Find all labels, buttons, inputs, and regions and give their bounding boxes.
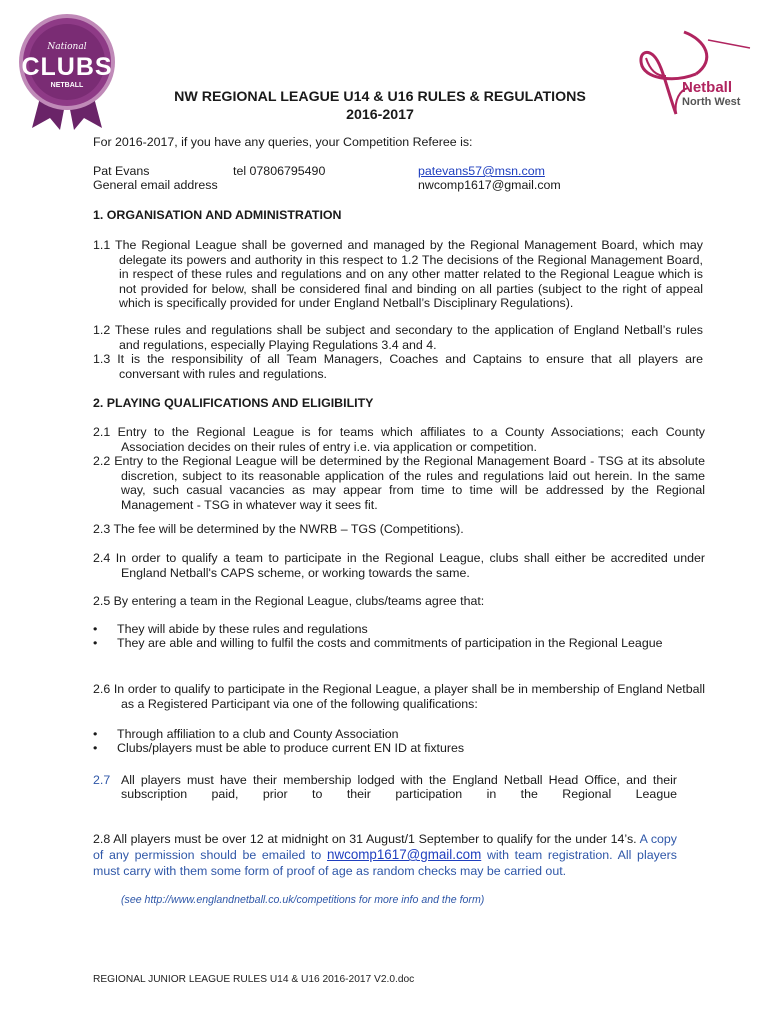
bullet-1 [93,622,677,637]
bullet-dot: • [93,741,98,755]
page-footer: REGIONAL JUNIOR LEAGUE RULES U14 & U16 2016-2017 V2.0.doc [93,974,415,985]
contact-name: Pat Evans [93,164,150,178]
para-1-1: 1.1 The Regional League shall be governed and managed by the Regional Management Board, which may delegate its powers and authority in this respect to 1.2 The decisions of the Regional Management Board, in respect of these rules and regulations and on any other matter related to the Regional League which is not provided for below, shall be considered final and binding on all parties (subject to the right of appeal which is specifically provided for under England Netball’s Disciplinary Regulations). [93,238,703,311]
general-email-label: General email address [93,178,218,192]
para-2-2: 2.2 Entry to the Regional League will be determined by the Regional Management Board - TSG at its absolute discretion, subject to its reasonable application of the rules and regulations laid out herein. In the same way, such casual vacancies as may appear from time to time will be addressed by the Regional Management - TSG in whatever way it sees fit. [93,454,705,512]
clubs-logo-main: CLUBS [21,53,113,81]
page-title [110,88,650,124]
title-line-1: NW REGIONAL LEAGUE U14 & U16 RULES & REGULATIONS [174,89,586,105]
netball-figure-icon [636,30,756,122]
clubs-logo-top: National [47,42,87,52]
para-2-3: 2.3 The fee will be determined by the NWRB – TGS (Competitions). [93,522,464,536]
bullet-1-text: They will abide by these rules and regulations [117,622,368,636]
para-2-8-a: 2.8 All players must be over 12 at midnight on 31 August/1 September to qualify for the under 14’s. [93,832,637,846]
para-2-8-b: A copy of any permission should be emailed to [93,832,677,862]
bullet-dot: • [93,636,98,650]
netball-logo-name: Netball [682,79,733,96]
intro-text: For 2016-2017, if you have any queries, your Competition Referee is: [93,135,473,149]
contact-email-link[interactable]: patevans57@msn.com [418,164,545,178]
para-2-6: 2.6 In order to qualify to participate in the Regional League, a player shall be in membership of England Netball as a Registered Participant via one of the following qualifications: [93,682,705,711]
para-2-7-line-1: All players must have their membership lodged with the England Netball Head Office, and their [121,773,677,787]
bullet-dot: • [93,622,98,636]
bullet-4 [93,741,677,756]
title-line-2: 2016-2017 [346,107,414,123]
clubs-logo-bottom: NETBALL [50,82,84,89]
bullet-3-text: Through affiliation to a club and County Association [117,727,399,741]
para-2-8 [93,831,677,879]
para-2-7-line-2: subscription paid, prior to their participation in the Regional League [121,787,677,801]
see-note: (see http://www.englandnetball.co.uk/competitions for more info and the form) [121,894,485,906]
para-2-5: 2.5 By entering a team in the Regional League, clubs/teams agree that: [93,594,485,608]
contact-tel: tel 07806795490 [233,164,326,178]
bullet-2-text: They are able and willing to fulfil the costs and commitments of participation in the Regional League [117,636,663,650]
para-2-7-number: 2.7 [93,773,111,787]
bullet-2 [93,636,677,651]
general-email: nwcomp1617@gmail.com [418,178,561,192]
netball-logo-region: North West [682,96,741,108]
para-2-4: 2.4 In order to qualify a team to participate in the Regional League, clubs shall either be accredited under England Netball's CAPS scheme, or working towards the same. [93,551,705,580]
clubs-logo [12,12,122,130]
para-2-8-c: with team registration. All players must carry with them some form of proof of age as random checks may be carried out. [93,848,678,878]
para-2-1: 2.1 Entry to the Regional League is for teams which affiliates to a County Associations; each County Association decides on their rules of entry i.e. via application or competition. [93,425,705,454]
bullet-dot: • [93,727,98,741]
para-1-2: 1.2 These rules and regulations shall be subject and secondary to the application of England Netball’s rules and regulations, especially Playing Regulations 3.4 and 4. [93,323,703,352]
bullet-3 [93,727,677,742]
registration-email-link[interactable]: nwcomp1617@gmail.com [327,847,482,862]
para-1-3: 1.3 It is the responsibility of all Team Managers, Coaches and Captains to ensure that all players are conversant with rules and regulations. [93,352,703,381]
netball-logo [636,30,756,122]
section-1-heading: 1. ORGANISATION AND ADMINISTRATION [93,208,342,222]
bullet-4-text: Clubs/players must be able to produce current EN ID at fixtures [117,741,465,755]
section-2-heading: 2. PLAYING QUALIFICATIONS AND ELIGIBILITY [93,396,374,410]
